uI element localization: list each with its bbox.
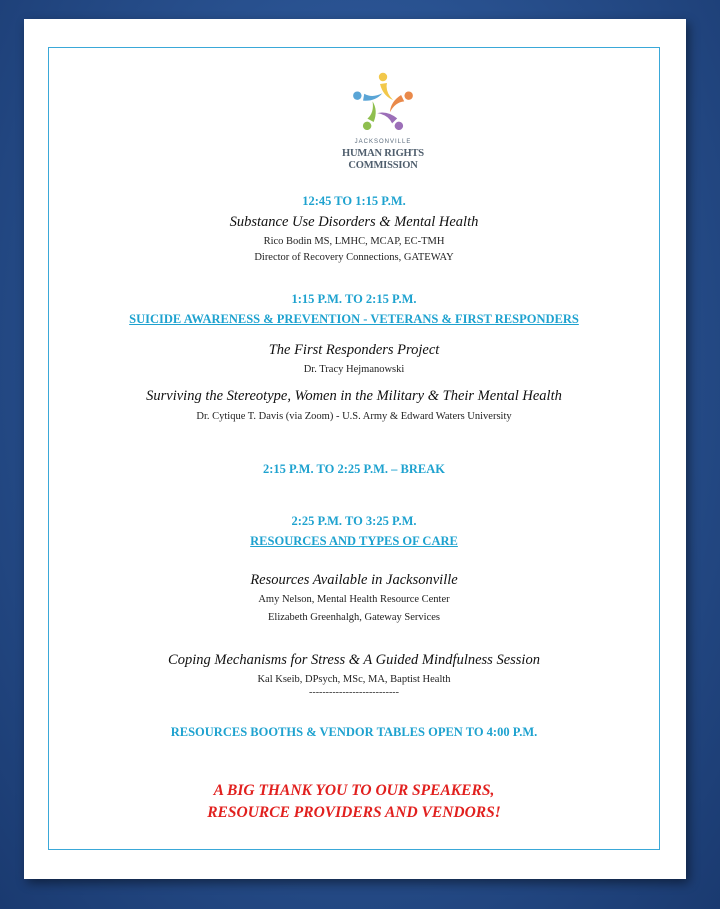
talk-title: Surviving the Stereotype, Women in the Military & Their Mental Health xyxy=(146,388,562,404)
talk-title: Resources Available in Jacksonville xyxy=(250,572,458,588)
human-rights-figures-icon xyxy=(323,68,443,138)
logo-line-2: COMMISSION xyxy=(348,160,418,171)
speaker-line: Director of Recovery Connections, GATEWAY xyxy=(254,252,454,263)
logo-city-text: JACKSONVILLE xyxy=(354,139,412,145)
session-4-heading: RESOURCES AND TYPES OF CARE xyxy=(250,534,458,548)
talk-title: Coping Mechanisms for Stress & A Guided Mindfulness Session xyxy=(168,652,540,668)
page-border xyxy=(48,47,660,850)
booths-notice: RESOURCES BOOTHS & VENDOR TABLES OPEN TO 4:00 P.M. xyxy=(170,725,538,739)
talk-title: Substance Use Disorders & Mental Health xyxy=(229,214,479,230)
commission-logo xyxy=(323,68,443,186)
session-2-time: 1:15 P.M. TO 2:15 P.M. xyxy=(291,292,417,306)
session-2-heading: SUICIDE AWARENESS & PREVENTION - VETERANS & FIRST RESPONDERS xyxy=(129,312,579,326)
speaker-line: Elizabeth Greenhalgh, Gateway Services xyxy=(267,612,440,623)
speaker-line: Rico Bodin MS, LMHC, MCAP, EC-TMH xyxy=(263,236,445,247)
flyer-page xyxy=(24,19,686,879)
break-time: 2:15 P.M. TO 2:25 P.M. – BREAK xyxy=(263,462,445,476)
divider-dashes: --------------------------- xyxy=(309,687,399,698)
speaker-line: Amy Nelson, Mental Health Resource Center xyxy=(258,594,450,605)
speaker-line: Dr. Cytique T. Davis (via Zoom) - U.S. Army & Edward Waters University xyxy=(196,411,512,422)
talk-title: The First Responders Project xyxy=(268,342,440,358)
session-1-time: 12:45 TO 1:15 P.M. xyxy=(302,194,406,208)
logo-line-1: HUMAN RIGHTS xyxy=(342,148,424,159)
speaker-line: Dr. Tracy Hejmanowski xyxy=(303,364,405,375)
thanks-line-2: RESOURCE PROVIDERS AND VENDORS! xyxy=(207,804,501,821)
speaker-line: Kal Kseib, DPsych, MSc, MA, Baptist Health xyxy=(257,674,451,685)
thanks-line-1: A BIG THANK YOU TO OUR SPEAKERS, xyxy=(213,782,495,799)
session-4-time: 2:25 P.M. TO 3:25 P.M. xyxy=(291,514,417,528)
